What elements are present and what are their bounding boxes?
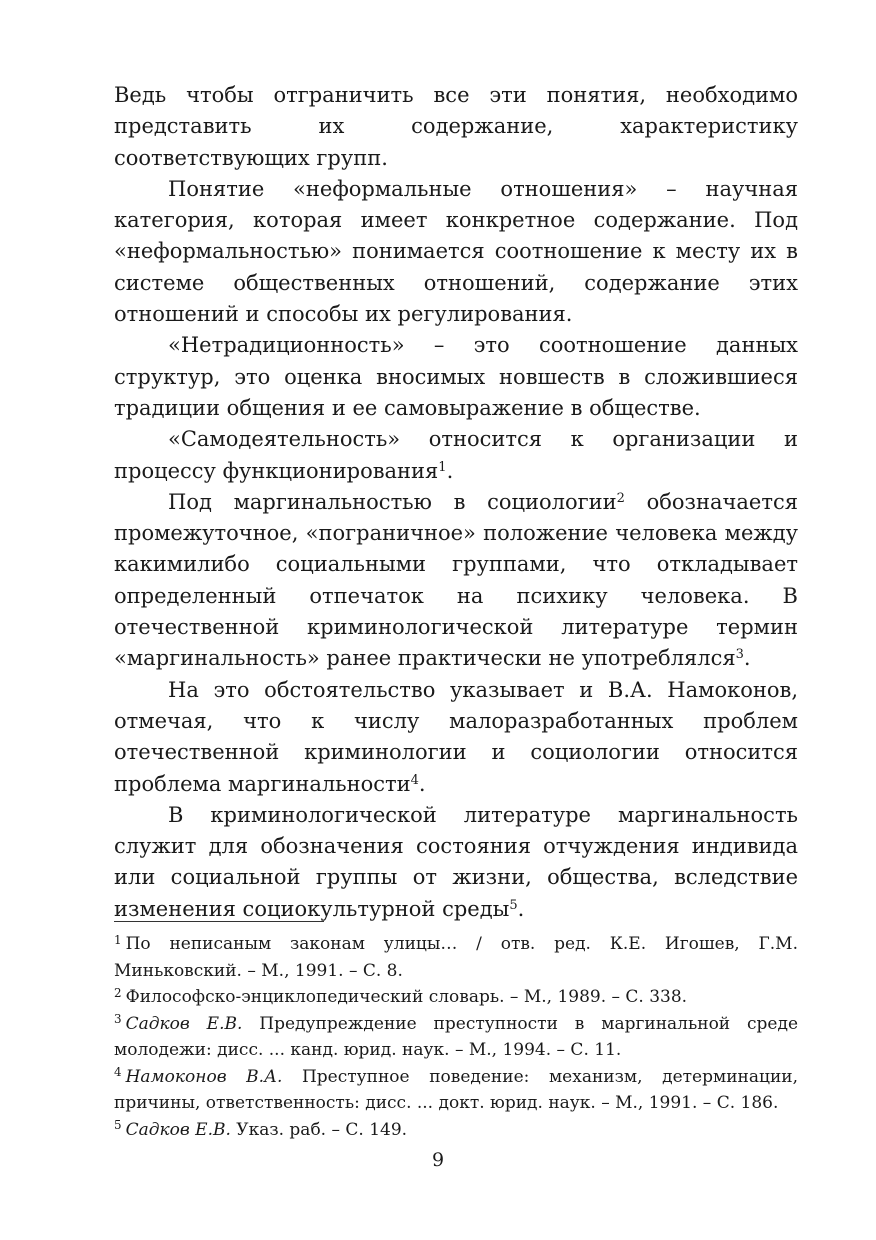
paragraph-3	[114, 330, 798, 424]
footnotes	[114, 931, 798, 1143]
footnote-3-text: Предупреждение преступности в маргинальной среде молодежи: дисс. ... канд. юрид. наук. – М., 1994. – С. 11.	[114, 1013, 799, 1060]
paragraph-1	[114, 80, 798, 174]
footnote-5	[114, 1117, 798, 1144]
paragraph-5-text: обозначается промежуточное, «пограничное» положение человека между какимилибо социальными группами, что откладывает определенный отпечаток на психику человека. В отечественной криминологической литературе термин «маргинальность» ранее практически не употреблялся	[114, 489, 798, 671]
footnote-3	[114, 1011, 798, 1064]
paragraph-4	[114, 424, 798, 487]
paragraph-3-text: «Нетрадиционность» – это соотношение данных структур, это оценка вносимых новшеств в сложившиеся традиции общения и ее самовыражение в обществе.	[114, 333, 798, 420]
paragraph-2-text: Понятие «неформальные отношения» – научная категория, которая имеет конкретное содержание. Под «неформальностью» понимается соотношение к месту их в системе общественных отношений, содержание этих отношений и способы их регулирования.	[114, 176, 798, 327]
paragraph-7-tail: .	[517, 896, 525, 921]
footnote-ref-1[interactable]: 1	[438, 459, 447, 475]
footnote-5-author: Садков Е.В.	[125, 1119, 231, 1140]
footnote-1-text: По неписаным законам улицы… / отв. ред. К.Е. Игошев, Г.М. Миньковский. – М., 1991. – С. 8.	[114, 934, 798, 981]
page-number: 9	[431, 1149, 445, 1171]
paragraph-5	[114, 487, 798, 675]
paragraph-5-tail: .	[743, 646, 751, 671]
footnote-5-text: Указ. раб. – С. 149.	[236, 1119, 408, 1140]
footnote-2-text: Философско-энциклопедический словарь. – М., 1989. – С. 338.	[125, 987, 688, 1007]
footnote-4	[114, 1064, 798, 1117]
paragraph-6-tail: .	[418, 771, 426, 796]
main-text	[114, 80, 798, 925]
footnote-2-mark: 2	[114, 985, 122, 1000]
footnote-1	[114, 931, 798, 984]
paragraph-6	[114, 675, 798, 800]
footnote-ref-3[interactable]: 3	[735, 647, 744, 663]
paragraph-4-text: «Самодеятельность» относится к организации и процессу функционирования	[114, 427, 798, 483]
footnote-4-mark: 4	[114, 1065, 122, 1080]
footnote-ref-4[interactable]: 4	[410, 772, 419, 788]
paragraph-7	[114, 800, 798, 925]
footnote-5-mark: 5	[114, 1118, 122, 1133]
paragraph-5-text-before: Под маргинальностью в социологии	[168, 489, 617, 514]
footnote-separator	[114, 921, 324, 922]
paragraph-7-text: В криминологической литературе маргинальность служит для обозначения состояния отчуждения индивида или социальной группы от жизни, общества, вследствие изменения социокультурной среды	[114, 802, 798, 921]
footnote-2	[114, 984, 798, 1011]
footnote-3-mark: 3	[114, 1012, 122, 1027]
footnote-ref-5[interactable]: 5	[509, 897, 518, 913]
paragraph-4-tail: .	[446, 458, 454, 483]
paragraph-2	[114, 174, 798, 330]
paragraph-6-text: На это обстоятельство указывает и В.А. Намоконов, отмечая, что к числу малоразработанных проблем отечественной криминологии и социологии относится проблема маргинальности	[114, 677, 798, 796]
footnote-4-text: Преступное поведение: механизм, детерминации, причины, ответственность: дисс. ... докт. юрид. наук. – М., 1991. – С. 186.	[114, 1066, 799, 1113]
footnote-4-author: Намоконов В.А.	[125, 1066, 283, 1087]
footnote-ref-2[interactable]: 2	[616, 490, 625, 506]
footnote-1-mark: 1	[114, 932, 122, 947]
paragraph-1-text: Ведь чтобы отграничить все эти понятия, необходимо представить их содержание, характеристику соответствующих групп.	[114, 83, 798, 170]
footnote-3-author: Садков Е.В.	[125, 1013, 243, 1034]
